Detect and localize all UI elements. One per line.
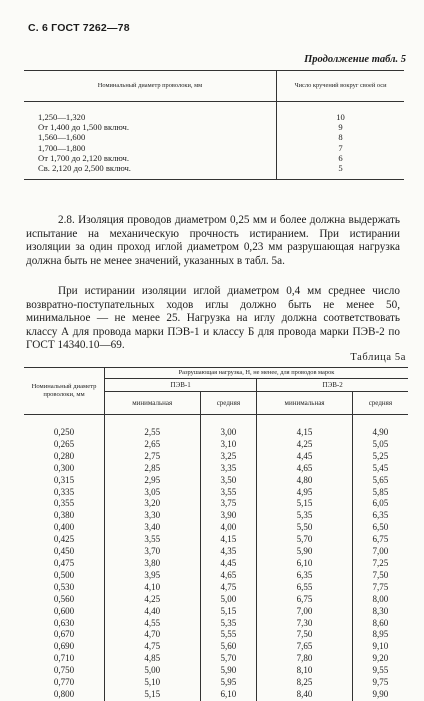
table-5-diameter-cell: 1,560—1,600: [24, 132, 277, 142]
table-5a-pev1-avg-cell: 5,70: [200, 653, 257, 665]
table-5a-main-header: Разрушающая нагрузка, Н, не менее, для проводов марок: [105, 368, 409, 379]
table-5a-row: [24, 594, 408, 606]
table-5a-pev1-avg-cell: 5,90: [200, 665, 257, 677]
table-continuation-label: Продолжение табл. 5: [304, 54, 406, 65]
table-5a-diameter-cell: 0,335: [24, 487, 105, 499]
table-5a-pev2-avg-cell: 6,75: [352, 534, 408, 546]
table-5a-row: [24, 522, 408, 534]
table-5a-row: [24, 641, 408, 653]
table-5a-row: [24, 498, 408, 510]
table-5a-pev2-avg-cell: 5,65: [352, 475, 408, 487]
table-5a-row: [24, 618, 408, 630]
table-5a-pev2-avg-cell: 9,10: [352, 641, 408, 653]
table-5a-pev2-min-cell: 5,70: [257, 534, 353, 546]
table-5a-row: [24, 677, 408, 689]
table-5a-pev1-min-cell: 3,80: [105, 558, 201, 570]
table-5a-pev2-avg-cell: 8,60: [352, 618, 408, 630]
paragraph-abrasion-needle: При истирании изоляции иглой диаметром 0,4 мм среднее число возвратно-поступательных ходов иглы должно быть не менее 50, минимальное — не менее 25. Нагрузка на иглу должна соответствовать классу А для провода марки ПЭВ-1 и классу Б для провода марки ПЭВ-2 по ГОСТ 14340.10—69.: [26, 285, 400, 352]
table-5-diameter-cell: От 1,400 до 1,500 включ.: [24, 122, 277, 132]
table-5a-pev1-min-cell: 2,95: [105, 475, 201, 487]
table-5a-pev1-avg-cell: 3,00: [200, 415, 257, 439]
table-5a-title: Таблица 5а: [350, 352, 406, 363]
table-5a-pev1-min-cell: 3,05: [105, 487, 201, 499]
table-5a-diameter-header: Номинальный диаметр проволоки, мм: [24, 368, 105, 415]
table-5a-pev2-min-cell: 8,10: [257, 665, 353, 677]
table-5a-row: [24, 415, 408, 439]
table-5a-row: [24, 653, 408, 665]
table-5a-pev2-avg-cell: 9,90: [352, 689, 408, 701]
table-5a-pev1-avg-cell: 4,00: [200, 522, 257, 534]
table-5a-pev1-min-cell: 3,40: [105, 522, 201, 534]
table-5a-pev2-min-cell: 6,35: [257, 570, 353, 582]
table-5-row: [24, 122, 404, 132]
table-5a: [24, 367, 408, 701]
table-5a-pev2-avg-cell: 9,55: [352, 665, 408, 677]
table-5a-pev2-avg-cell: 6,35: [352, 510, 408, 522]
table-5a-pev1-min-cell: 4,55: [105, 618, 201, 630]
table-5a-pev1-min-cell: 4,25: [105, 594, 201, 606]
table-5a-pev1-avg-cell: 4,65: [200, 570, 257, 582]
table-5a-pev2-min-cell: 5,50: [257, 522, 353, 534]
table-5a-sub-min-1: минимальная: [105, 392, 201, 415]
table-5a-pev1-min-cell: 2,75: [105, 451, 201, 463]
table-5a-row: [24, 582, 408, 594]
table-5a-diameter-cell: 0,300: [24, 463, 105, 475]
table-5a-pev2-avg-cell: 7,50: [352, 570, 408, 582]
table-5a-row: [24, 606, 408, 618]
table-5a-pev2-min-cell: 4,65: [257, 463, 353, 475]
table-5a-pev2-min-cell: 6,10: [257, 558, 353, 570]
table-5a-pev1-min-cell: 4,40: [105, 606, 201, 618]
table-5a-diameter-cell: 0,475: [24, 558, 105, 570]
table-5a-pev2-avg-cell: 7,75: [352, 582, 408, 594]
table-5a-pev1-min-cell: 5,10: [105, 677, 201, 689]
table-5a-diameter-cell: 0,500: [24, 570, 105, 582]
table-5a-diameter-cell: 0,630: [24, 618, 105, 630]
table-5a-pev2-min-cell: 8,40: [257, 689, 353, 701]
table-5a-row: [24, 665, 408, 677]
table-5a-diameter-cell: 0,425: [24, 534, 105, 546]
table-5a-row: [24, 629, 408, 641]
table-5a-pev1-min-cell: 2,85: [105, 463, 201, 475]
table-5a-pev2-avg-cell: 9,75: [352, 677, 408, 689]
table-5a-pev1-min-cell: 2,55: [105, 415, 201, 439]
table-5a-pev2-min-cell: 4,45: [257, 451, 353, 463]
table-5a-pev2-avg-cell: 7,00: [352, 546, 408, 558]
table-5a-diameter-cell: 0,750: [24, 665, 105, 677]
table-5a-pev2-avg-cell: 4,90: [352, 415, 408, 439]
table-5-row: [24, 102, 404, 123]
table-5a-pev2-avg-cell: 5,05: [352, 439, 408, 451]
table-5a-pev2-avg-cell: 8,95: [352, 629, 408, 641]
table-5a-row: [24, 570, 408, 582]
table-5a-pev2-min-cell: 7,80: [257, 653, 353, 665]
table-5a-pev2-min-cell: 5,35: [257, 510, 353, 522]
table-5a-pev2-min-cell: 8,25: [257, 677, 353, 689]
table-5a-diameter-cell: 0,530: [24, 582, 105, 594]
table-5-twists-cell: 7: [338, 142, 343, 153]
table-5-row: [24, 143, 404, 153]
table-5a-pev2-avg-cell: 8,00: [352, 594, 408, 606]
table-5a-pev2-min-cell: 7,65: [257, 641, 353, 653]
table-5a-pev1-min-cell: 3,30: [105, 510, 201, 522]
table-5a-group-pev2: ПЭВ-2: [257, 379, 408, 392]
table-5a-sub-avg-2: средняя: [352, 392, 408, 415]
table-5a-pev2-min-cell: 4,25: [257, 439, 353, 451]
table-5a-row: [24, 689, 408, 701]
table-5-diameter-cell: Св. 2,120 до 2,500 включ.: [24, 163, 277, 180]
table-5-row: [24, 153, 404, 163]
table-5a-pev1-avg-cell: 5,15: [200, 606, 257, 618]
table-5a-group-pev1: ПЭВ-1: [105, 379, 257, 392]
table-5a-row: [24, 510, 408, 522]
table-5a-row: [24, 546, 408, 558]
table-5a-diameter-cell: 0,280: [24, 451, 105, 463]
table-5-diameter-header: Номинальный диаметр проволоки, мм: [24, 71, 277, 102]
table-5a-pev1-min-cell: 4,85: [105, 653, 201, 665]
table-5a-pev2-min-cell: 4,80: [257, 475, 353, 487]
table-5a-diameter-cell: 0,600: [24, 606, 105, 618]
table-5a-diameter-cell: 0,265: [24, 439, 105, 451]
table-5a-pev2-avg-cell: 7,25: [352, 558, 408, 570]
table-5-twists-cell: 10: [336, 112, 345, 122]
table-5a-row: [24, 439, 408, 451]
table-5a-pev2-min-cell: 7,30: [257, 618, 353, 630]
page-header: С. 6 ГОСТ 7262—78: [28, 22, 130, 34]
table-5a-pev2-min-cell: 7,00: [257, 606, 353, 618]
table-5a-pev1-avg-cell: 5,00: [200, 594, 257, 606]
table-5a-pev1-avg-cell: 3,25: [200, 451, 257, 463]
table-5a-diameter-cell: 0,770: [24, 677, 105, 689]
table-5a-pev2-avg-cell: 9,20: [352, 653, 408, 665]
table-5-twists-cell: 8: [338, 132, 343, 143]
table-5a-pev1-min-cell: 5,00: [105, 665, 201, 677]
table-5a-pev1-min-cell: 4,75: [105, 641, 201, 653]
table-5a-diameter-cell: 0,400: [24, 522, 105, 534]
table-5a-pev1-avg-cell: 5,60: [200, 641, 257, 653]
table-5a-pev2-min-cell: 7,50: [257, 629, 353, 641]
table-5a-row: [24, 487, 408, 499]
table-5a-diameter-cell: 0,800: [24, 689, 105, 701]
table-5a-pev2-min-cell: 6,75: [257, 594, 353, 606]
table-5a-pev1-avg-cell: 3,90: [200, 510, 257, 522]
table-5a-pev2-avg-cell: 8,30: [352, 606, 408, 618]
table-5a-pev1-min-cell: 2,65: [105, 439, 201, 451]
table-5a-pev2-min-cell: 6,55: [257, 582, 353, 594]
table-5-diameter-cell: 1,250—1,320: [24, 102, 277, 123]
table-5a-pev1-min-cell: 3,70: [105, 546, 201, 558]
table-5-twists-header: Число кручений вокруг своей оси: [277, 71, 405, 102]
table-5a-pev1-min-cell: 5,15: [105, 689, 201, 701]
table-5a-pev2-avg-cell: 5,25: [352, 451, 408, 463]
table-5a-diameter-cell: 0,690: [24, 641, 105, 653]
table-5a-diameter-cell: 0,250: [24, 415, 105, 439]
table-5a-diameter-cell: 0,380: [24, 510, 105, 522]
table-5a-row: [24, 451, 408, 463]
table-5a-pev2-avg-cell: 5,45: [352, 463, 408, 475]
table-5a-pev2-avg-cell: 6,50: [352, 522, 408, 534]
table-5a-diameter-cell: 0,450: [24, 546, 105, 558]
table-5a-pev1-avg-cell: 3,35: [200, 463, 257, 475]
table-5a-pev1-avg-cell: 4,75: [200, 582, 257, 594]
table-5-diameter-cell: 1,700—1,800: [24, 143, 277, 153]
table-5a-pev2-min-cell: 5,15: [257, 498, 353, 510]
table-5a-sub-min-2: минимальная: [257, 392, 353, 415]
table-5a-pev2-min-cell: 4,15: [257, 415, 353, 439]
table-5a-pev1-min-cell: 3,55: [105, 534, 201, 546]
table-5-row: [24, 132, 404, 142]
table-5a-pev1-avg-cell: 3,75: [200, 498, 257, 510]
table-5-twists-cell: 5: [277, 163, 405, 180]
table-5a-diameter-cell: 0,355: [24, 498, 105, 510]
table-5: [24, 70, 404, 180]
table-5a-pev1-avg-cell: 4,15: [200, 534, 257, 546]
table-5-header-row: [24, 71, 404, 102]
table-5a-pev1-min-cell: 4,10: [105, 582, 201, 594]
table-5a-pev1-avg-cell: 3,50: [200, 475, 257, 487]
table-5a-pev1-min-cell: 4,70: [105, 629, 201, 641]
table-5a-pev2-avg-cell: 5,85: [352, 487, 408, 499]
table-5a-pev1-avg-cell: 3,10: [200, 439, 257, 451]
paragraph-2-8: 2.8. Изоляция проводов диаметром 0,25 мм и более должна выдержать испытание на механическую прочность истиранием. При истирании изоляции за один проход иглой диаметром 0,23 мм разрушающая нагрузка должна быть не менее значений, указанных в табл. 5а.: [26, 214, 400, 267]
table-5-diameter-cell: От 1,700 до 2,120 включ.: [24, 153, 277, 163]
table-5a-diameter-cell: 0,710: [24, 653, 105, 665]
table-5a-row: [24, 534, 408, 546]
table-5a-sub-avg-1: средняя: [200, 392, 257, 415]
table-5a-diameter-cell: 0,315: [24, 475, 105, 487]
table-5a-pev1-avg-cell: 3,55: [200, 487, 257, 499]
table-5a-row: [24, 558, 408, 570]
table-5a-diameter-cell: 0,670: [24, 629, 105, 641]
table-5a-pev1-avg-cell: 5,35: [200, 618, 257, 630]
table-5a-pev1-avg-cell: 5,95: [200, 677, 257, 689]
table-5a-pev1-avg-cell: 6,10: [200, 689, 257, 701]
table-5a-pev1-min-cell: 3,95: [105, 570, 201, 582]
table-5-twists-cell: 6: [338, 152, 343, 163]
table-5a-diameter-cell: 0,560: [24, 594, 105, 606]
table-5a-row: [24, 463, 408, 475]
table-5a-pev1-avg-cell: 4,35: [200, 546, 257, 558]
table-5-row: [24, 163, 404, 180]
table-5a-pev1-min-cell: 3,20: [105, 498, 201, 510]
table-5-twists-cell: 9: [338, 122, 343, 133]
table-5a-pev1-avg-cell: 5,55: [200, 629, 257, 641]
table-5a-pev2-min-cell: 5,90: [257, 546, 353, 558]
table-5a-row: [24, 475, 408, 487]
table-5a-pev2-avg-cell: 6,05: [352, 498, 408, 510]
table-5a-pev1-avg-cell: 4,45: [200, 558, 257, 570]
table-5a-pev2-min-cell: 4,95: [257, 487, 353, 499]
